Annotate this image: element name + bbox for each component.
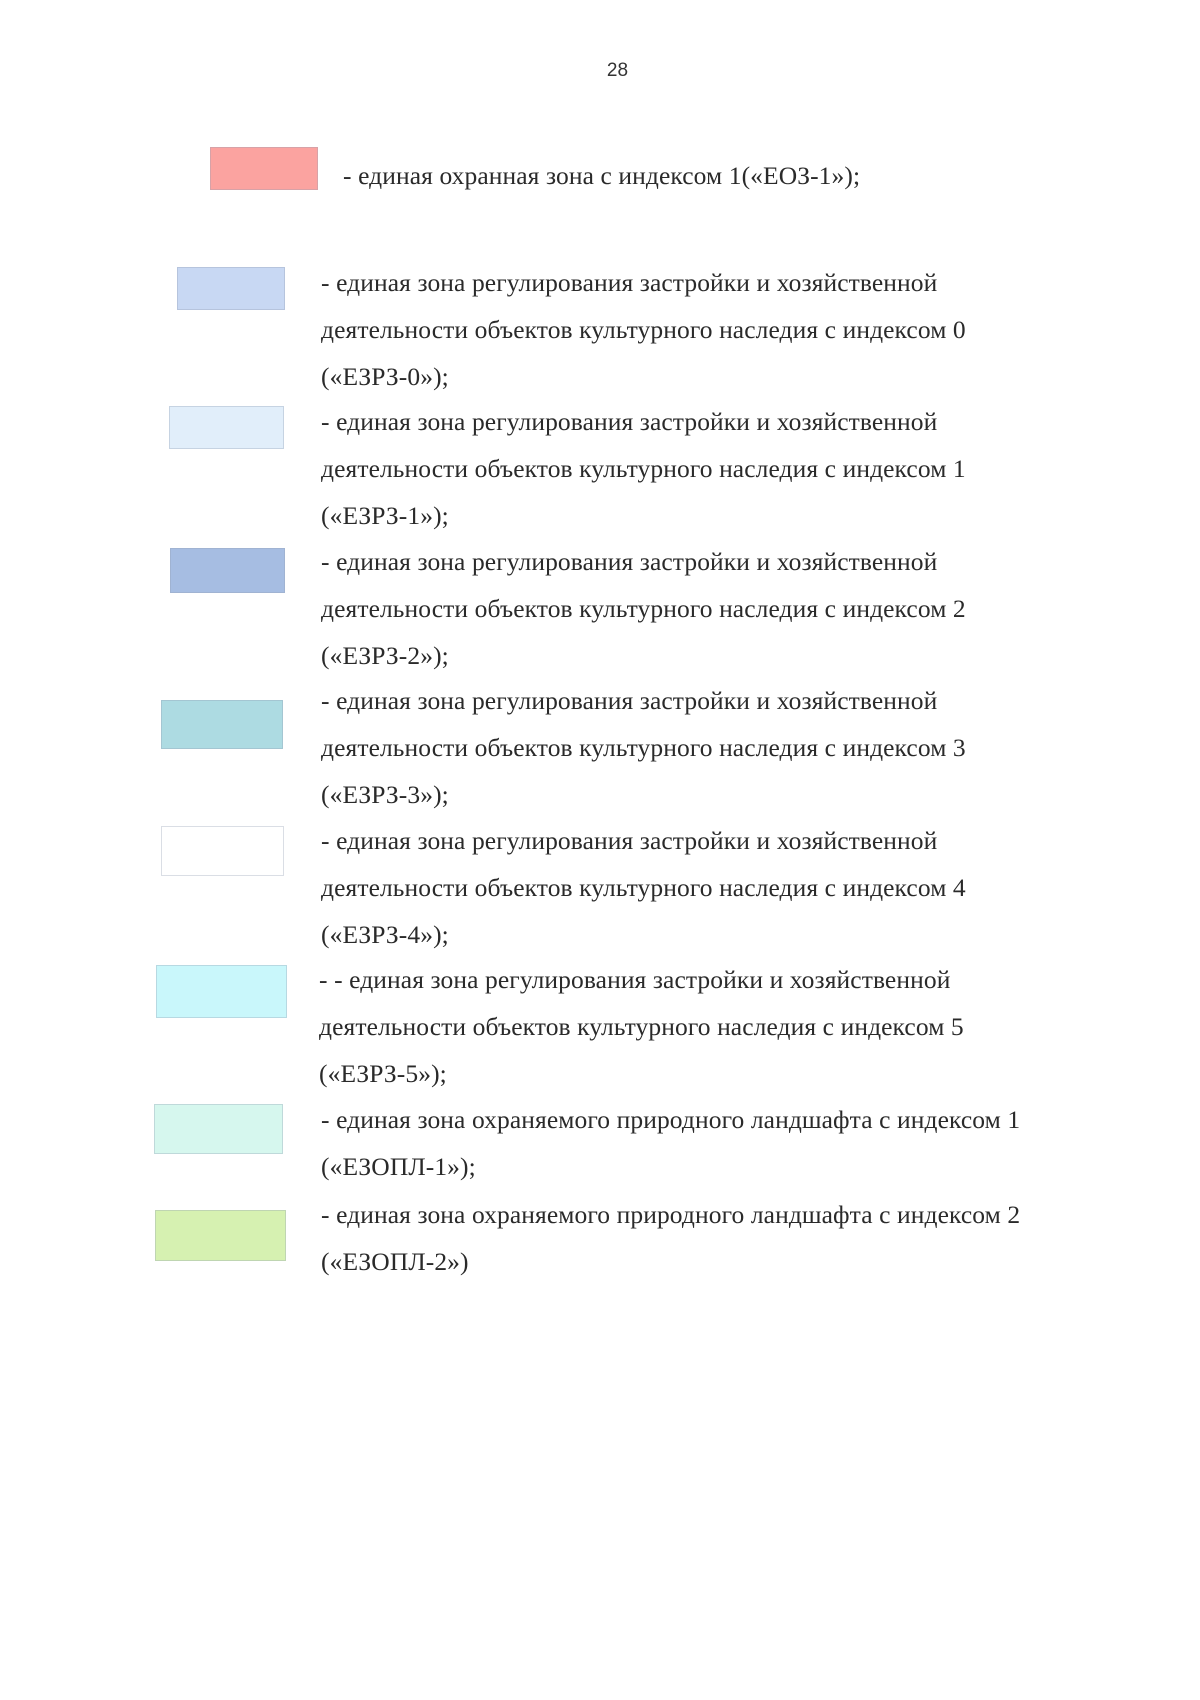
legend-swatch-ezopl-1 bbox=[154, 1104, 283, 1154]
legend-entry-ezopl-1 bbox=[321, 1096, 1020, 1190]
legend-line: - единая зона охраняемого природного ландшафта с индексом 2 bbox=[321, 1200, 1021, 1229]
legend-line: деятельности объектов культурного наследия с индексом 0 bbox=[321, 315, 966, 344]
legend-line: - единая зона регулирования застройки и хозяйственной bbox=[321, 686, 938, 715]
legend-line: («ЕЗРЗ-2»); bbox=[321, 641, 449, 670]
legend-line: («ЕЗОПЛ-2») bbox=[321, 1247, 469, 1276]
legend-swatch-ezrz-1 bbox=[169, 406, 284, 449]
legend-entry-ezrz-1 bbox=[321, 398, 966, 539]
legend-entry-ezopl-2 bbox=[321, 1191, 1020, 1285]
legend-line: («ЕЗРЗ-0»); bbox=[321, 362, 449, 391]
legend-swatch-ezrz-4 bbox=[161, 826, 284, 876]
legend-entry-ezrz-0 bbox=[321, 259, 966, 400]
legend-line: деятельности объектов культурного наследия с индексом 4 bbox=[321, 873, 966, 902]
legend-swatch-ezrz-5 bbox=[156, 965, 287, 1018]
legend-line: - единая зона охраняемого природного ландшафта с индексом 1 bbox=[321, 1105, 1021, 1134]
legend-line: - единая зона регулирования застройки и хозяйственной bbox=[321, 826, 938, 855]
legend-entry-ezrz-2 bbox=[321, 538, 966, 679]
legend-entry-ezrz-3 bbox=[321, 677, 966, 818]
legend-swatch-ezrz-3 bbox=[161, 700, 283, 749]
legend-swatch-eoz-1 bbox=[210, 147, 318, 190]
legend-line: («ЕЗРЗ-3»); bbox=[321, 780, 449, 809]
legend-line: деятельности объектов культурного наследия с индексом 3 bbox=[321, 733, 966, 762]
legend-entry-ezrz-5 bbox=[319, 956, 964, 1097]
legend-line: («ЕЗРЗ-5»); bbox=[319, 1059, 447, 1088]
legend-swatch-ezopl-2 bbox=[155, 1210, 286, 1261]
legend-line: - единая охранная зона с индексом 1(«ЕОЗ-1»); bbox=[343, 161, 861, 190]
legend-line: деятельности объектов культурного наследия с индексом 5 bbox=[319, 1012, 964, 1041]
legend-entry-ezrz-4 bbox=[321, 817, 966, 958]
legend-line: деятельности объектов культурного наследия с индексом 2 bbox=[321, 594, 966, 623]
page-number: 28 bbox=[606, 60, 629, 81]
legend-entry-eoz-1 bbox=[343, 152, 860, 199]
legend-line: («ЕЗОПЛ-1»); bbox=[321, 1152, 476, 1181]
legend-swatch-ezrz-0 bbox=[177, 267, 285, 310]
legend-line: - единая зона регулирования застройки и хозяйственной bbox=[321, 407, 938, 436]
legend-line: деятельности объектов культурного наследия с индексом 1 bbox=[321, 454, 966, 483]
legend-swatch-ezrz-2 bbox=[170, 548, 285, 593]
legend-line: - - единая зона регулирования застройки и хозяйственной bbox=[319, 965, 951, 994]
legend-line: («ЕЗРЗ-1»); bbox=[321, 501, 449, 530]
legend-line: - единая зона регулирования застройки и хозяйственной bbox=[321, 268, 938, 297]
legend-line: - единая зона регулирования застройки и хозяйственной bbox=[321, 547, 938, 576]
legend-line: («ЕЗРЗ-4»); bbox=[321, 920, 449, 949]
